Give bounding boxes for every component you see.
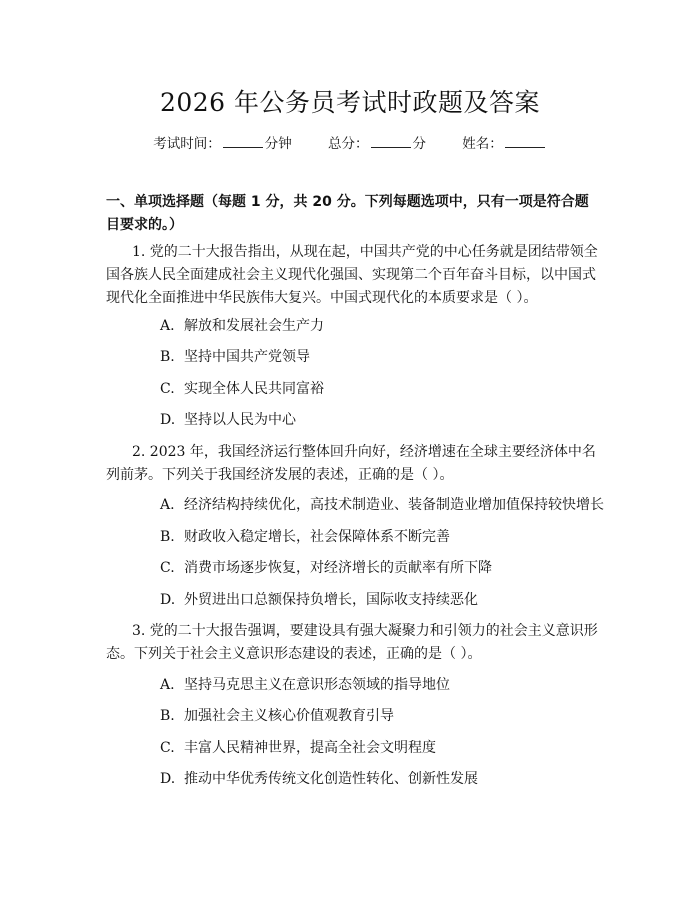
- option-text: 外贸进出口总额保持负增长，国际收支持续恶化: [184, 592, 478, 608]
- option-key: D.: [160, 412, 176, 428]
- question-1-stem: 1. 党的二十大报告指出，从现在起，中国共产党的中心任务就是团结带领全国各族人民全面建成社会主义现代化强国、实现第二个百年奋斗目标，以中国式现代化全面推进中华民族伟大复兴。中国式现代化的本质要求是（ ）。: [106, 244, 598, 306]
- question-1-option-b: [160, 347, 310, 367]
- total-score-label: 总分：: [328, 136, 369, 152]
- question-2-option-d: [160, 590, 478, 610]
- option-key: C.: [160, 560, 175, 576]
- option-text: 坚持中国共产党领导: [184, 349, 310, 365]
- question-3-option-b: [160, 706, 394, 726]
- question-3-stem: 3. 党的二十大报告强调，要建设具有强大凝聚力和引领力的社会主义意识形态。下列关于社会主义意识形态建设的表述，正确的是（ ）。: [106, 623, 598, 662]
- exam-time-label: 考试时间：: [153, 136, 221, 152]
- option-key: B.: [160, 708, 175, 724]
- exam-meta: [0, 132, 700, 152]
- option-text: 消费市场逐步恢复，对经济增长的贡献率有所下降: [184, 560, 492, 576]
- question-2-option-a: [160, 495, 604, 515]
- student-name-blank: [505, 135, 545, 148]
- question-2-stem: 2. 2023 年，我国经济运行整体回升向好，经济增速在全球主要经济体中名列前茅。下列关于我国经济发展的表述，正确的是（ ）。: [106, 444, 596, 483]
- option-key: C.: [160, 740, 175, 756]
- option-text: 经济结构持续优化，高技术制造业、装备制造业增加值保持较快增长: [184, 497, 604, 513]
- page-title: 2026 年公务员考试时政题及答案: [159, 88, 541, 117]
- option-key: B.: [160, 529, 175, 545]
- question-3-option-a: [160, 675, 450, 695]
- question-1-option-d: [160, 410, 296, 430]
- total-score-blank: [371, 135, 411, 148]
- option-text: 解放和发展社会生产力: [184, 318, 324, 334]
- option-text: 实现全体人民共同富裕: [184, 381, 324, 397]
- option-text: 加强社会主义核心价值观教育引导: [184, 708, 394, 724]
- section-heading: 一、单项选择题（每题 1 分，共 20 分。下列每题选项中，只有一项是符合题目要求的。）: [106, 194, 589, 233]
- option-text: 推动中华优秀传统文化创造性转化、创新性发展: [184, 771, 478, 787]
- option-key: A.: [160, 677, 175, 693]
- student-name-label: 姓名：: [462, 136, 503, 152]
- option-text: 财政收入稳定增长，社会保障体系不断完善: [184, 529, 450, 545]
- question-1-option-c: [160, 379, 324, 399]
- total-score-unit: 分: [412, 136, 426, 152]
- option-text: 丰富人民精神世界，提高全社会文明程度: [184, 740, 436, 756]
- question-1-option-a: [160, 316, 324, 336]
- option-text: 坚持以人民为中心: [184, 412, 296, 428]
- question-2-option-c: [160, 558, 492, 578]
- exam-time: [153, 136, 296, 152]
- question-2-option-b: [160, 527, 450, 547]
- option-key: D.: [160, 592, 176, 608]
- question-3-option-c: [160, 738, 436, 758]
- student-name: [462, 136, 547, 152]
- question-3-option-d: [160, 769, 478, 789]
- exam-time-blank: [223, 135, 263, 148]
- option-key: D.: [160, 771, 176, 787]
- option-key: A.: [160, 497, 175, 513]
- option-key: B.: [160, 349, 175, 365]
- option-key: A.: [160, 318, 175, 334]
- exam-time-unit: 分钟: [264, 136, 292, 152]
- option-text: 坚持马克思主义在意识形态领域的指导地位: [184, 677, 450, 693]
- total-score: [328, 136, 430, 152]
- option-key: C.: [160, 381, 175, 397]
